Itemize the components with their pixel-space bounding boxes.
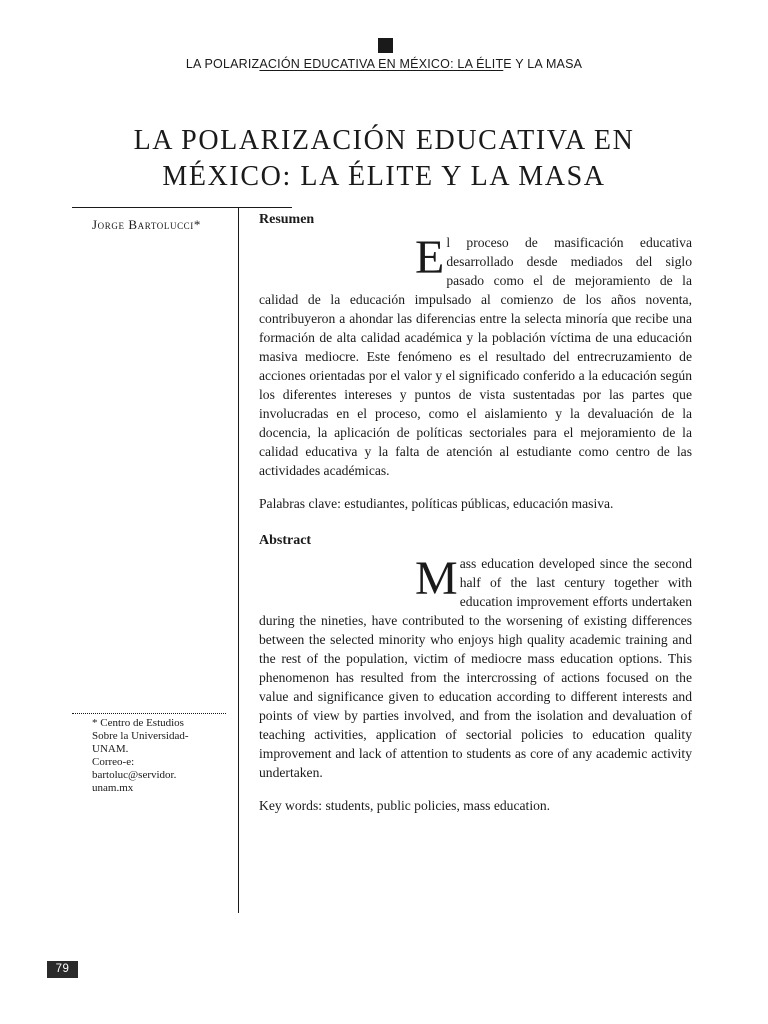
affiliation-line-2: Sobre la Universidad- xyxy=(92,730,189,742)
abstract-keywords: Key words: students, public policies, mass education. xyxy=(259,798,551,813)
affiliation-line-5: bartoluc@servidor. xyxy=(92,769,177,781)
abstract-heading: Abstract xyxy=(259,533,312,548)
running-head xyxy=(0,57,768,71)
resumen-dropcap: E xyxy=(415,231,445,284)
header-marker-square xyxy=(378,38,393,53)
page-number: 79 xyxy=(47,961,78,978)
running-head-part-3: E Y LA MASA xyxy=(503,57,583,71)
affiliation-line-1: * Centro de Estudios xyxy=(92,717,184,729)
author-affiliation xyxy=(92,717,222,795)
running-head-part-2: ACIÓN EDUCATIVA EN MÉXICO: LA ÉLIT xyxy=(259,57,504,71)
abstract-paragraph xyxy=(259,554,692,782)
title-line-2: MÉXICO: LA ÉLITE Y LA MASA xyxy=(162,160,606,192)
article-content xyxy=(259,210,692,815)
article-title xyxy=(60,123,708,195)
affiliation-line-6: unam.mx xyxy=(92,782,134,794)
abstract-text: ass education developed since the second half of the last century together with education improvement efforts undertaken during the nineties, have contributed to the worsening of existing differences between the selected minority who enjoys high quality academic training and the rest of the population, victim of mediocre mass education options. This phenomenon has resulted from the intercrossing of actions focused on the value and significance given to education according to different interests and points of view by parties involved, and from the isolation and devaluation of teaching activities, application of sectorial policies to education quality improvement and lack of attention to students as core of any academic activity undertaken. xyxy=(259,556,692,780)
affiliation-line-4: Correo-e: xyxy=(92,756,135,768)
title-divider xyxy=(72,207,292,208)
running-head-part-1: LA POLARIZ xyxy=(185,57,260,71)
column-divider xyxy=(238,207,239,913)
resumen-keywords: Palabras clave: estudiantes, políticas públicas, educación masiva. xyxy=(259,496,614,511)
resumen-paragraph xyxy=(259,233,692,480)
footnote-divider xyxy=(72,713,226,714)
author-name: Jorge Bartolucci* xyxy=(92,217,201,232)
title-line-1: LA POLARIZACIÓN EDUCATIVA EN xyxy=(133,124,635,156)
abstract-dropcap: M xyxy=(415,552,458,605)
resumen-text: l proceso de masificación educativa desarrollado desde mediados del siglo pasado como el de mejoramiento de la calidad de la educación impulsado al comienzo de los años noventa, contribuyeron a ahondar las diferencias entre la selecta minoría que recibe una formación de alta calidad académica y la población víctima de una educación masiva mediocre. Este fenómeno es el resultado del entrecruzamiento de acciones orientadas por el valor y el significado conferido a la educación según los diferentes intereses y puntos de vista sustentadas por las partes que involucradas en el proceso, como el aislamiento y la devaluación de la docencia, la aplicación de políticas sectoriales para el mejoramiento de la calidad educativa y la falta de atención al estudiante como centro de las actividades académicas. xyxy=(259,235,692,478)
resumen-heading: Resumen xyxy=(259,212,315,227)
affiliation-line-3: UNAM. xyxy=(92,743,129,755)
